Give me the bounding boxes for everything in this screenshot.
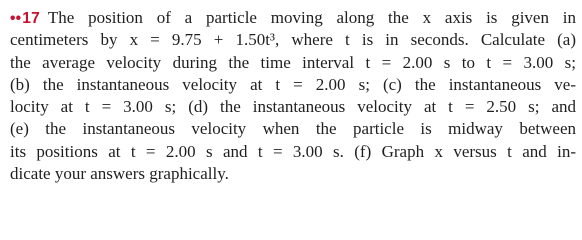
problem-17	[10, 7, 576, 185]
problem-line-7	[10, 141, 576, 163]
problem-text-line: centimeters by x = 9.75 + 1.50t³, where t is in seconds. Calculate (a)	[10, 30, 576, 50]
problem-text-line: locity at t = 3.00 s; (d) the instantaneous velocity at t = 2.50 s; and	[10, 97, 576, 117]
problem-text-line: dicate your answers graphically.	[10, 164, 229, 184]
problem-text-line: the average velocity during the time interval t = 2.00 s to t = 3.00 s;	[10, 52, 576, 72]
problem-line-3	[10, 52, 576, 74]
problem-line-4	[10, 74, 576, 96]
difficulty-dots: ••	[10, 10, 22, 27]
problem-line-6	[10, 118, 576, 140]
problem-text-line: (e) the instantaneous velocity when the particle is midway between	[10, 119, 576, 139]
problem-line-5	[10, 96, 576, 118]
problem-line-8	[10, 163, 576, 185]
problem-line-2	[10, 29, 576, 51]
problem-text-line: its positions at t = 2.00 s and t = 3.00 s. (f) Graph x versus t and in-	[10, 141, 576, 161]
problem-marker	[10, 10, 48, 27]
problem-number: 17	[22, 10, 40, 27]
problem-line-1	[10, 7, 576, 29]
problem-text-line: The position of a particle moving along the x axis is given in	[47, 8, 576, 27]
problem-text-line: (b) the instantaneous velocity at t = 2.00 s; (c) the instantaneous ve-	[10, 74, 576, 94]
